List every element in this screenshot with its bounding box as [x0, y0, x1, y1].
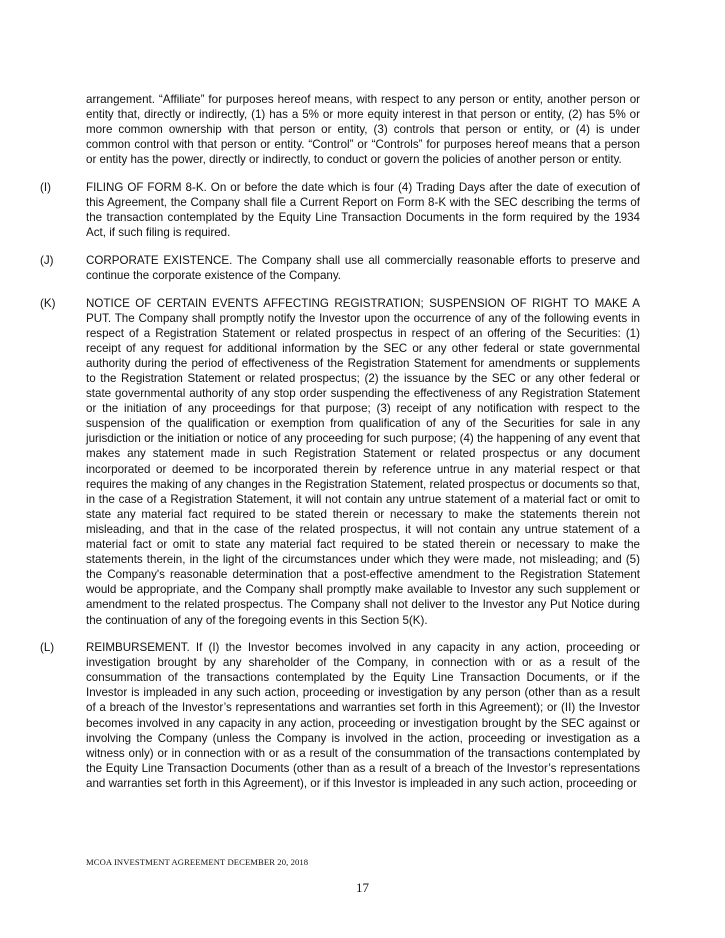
section-i: [40, 180, 640, 240]
page-number: 17: [356, 880, 369, 895]
section-l: [40, 640, 640, 791]
section-text: FILING OF FORM 8-K. On or before the date which is four (4) Trading Days after the date of execution of this Agreement, the Company shall file a Current Report on Form 8-K with the SEC describing the terms of the transaction contemplated by the Equity Line Transaction Documents in the form required by the 1934 Act, if such filing is required.: [86, 180, 640, 240]
section-text: REIMBURSEMENT. If (I) the Investor becomes involved in any capacity in any action, proceeding or investigation brought by any shareholder of the Company, in connection with or as a result of the consummation of the transactions contemplated by the Equity Line Transaction Documents, or if the Investor is impleaded in any such action, proceeding or investigation by any person (other than as a result of a breach of the Investor’s representations and warranties set forth in this Agreement); or (II) the Investor becomes involved in any capacity in any action, proceeding or investigation brought by the SEC against or involving the Company (unless the Company is involved in the action, proceeding or investigation as a witness only) or in connection with or as a result of the consummation of the transactions contemplated by the Equity Line Transaction Documents (other than as a result of a breach of the Investor’s representations and warranties set forth in this Agreement), or if this Investor is impleaded in any such action, proceeding or: [86, 641, 640, 790]
continuation-paragraph: arrangement. “Affiliate” for purposes hereof means, with respect to any person or entity, another person or entity that, directly or indirectly, (1) has a 5% or more equity interest in that person or entity, (2) has 5% or more common ownership with that person or entity, (3) controls that person or entity, or (4) is under common control with that person or entity. “Control” or “Controls” for purposes hereof means that a person or entity has the power, directly or indirectly, to conduct or govern the policies of another person or entity.: [86, 93, 640, 167]
section-k: [40, 296, 640, 628]
section-label: (L): [40, 641, 55, 655]
section-label: (J): [40, 253, 54, 267]
section-j: [40, 253, 640, 283]
section-text: NOTICE OF CERTAIN EVENTS AFFECTING REGISTRATION; SUSPENSION OF RIGHT TO MAKE A PUT. The Company shall promptly notify the Investor upon the occurrence of any of the following events in respect of a Registration Statement or related prospectus in respect of an offering of the Securities: (1) receipt of any request for additional information by the SEC or any other federal or state governmental authority during the period of effectiveness of the Registration Statement for amendments or supplements to the Registration Statement or related prospectus; (2) the issuance by the SEC or any other federal or state governmental authority of any stop order suspending the effectiveness of any Registration Statement or the initiation of any proceedings for that purpose; (3) receipt of any notification with respect to the suspension of the qualification or exemption from qualification of any of the Securities for sale in any jurisdiction or the initiation or notice of any proceeding for such purpose; (4) the happening of any event that makes any statement made in such Registration Statement or related prospectus or any document incorporated or deemed to be incorporated therein by reference untrue in any material respect or that requires the making of any changes in the Registration Statement, related prospectus or documents so that, in the case of a Registration Statement, it will not contain any untrue statement of a material fact or omit to state any material fact required to be stated therein or necessary to make the statements therein not misleading, and that in the case of the related prospectus, it will not contain any untrue statement of a material fact or omit to state any material fact required to be stated therein or necessary to make the statements therein, in the light of the circumstances under which they were made, not misleading; and (5) the Company's reasonable determination that a post-effective amendment to the Registration Statement would be appropriate, and the Company shall promptly make available to Investor any such supplement or amendment to the related prospectus. The Company shall not deliver to the Investor any Put Notice during the continuation of any of the foregoing events in this Section 5(K).: [86, 296, 640, 627]
document-body: [40, 92, 640, 791]
page-footer: MCOA INVESTMENT AGREEMENT DECEMBER 20, 2018: [86, 857, 309, 867]
section-label: (I): [40, 180, 51, 194]
section-label: (K): [40, 296, 56, 310]
section-text: CORPORATE EXISTENCE. The Company shall use all commercially reasonable efforts to preserve and continue the corporate existence of the Company.: [86, 253, 640, 282]
